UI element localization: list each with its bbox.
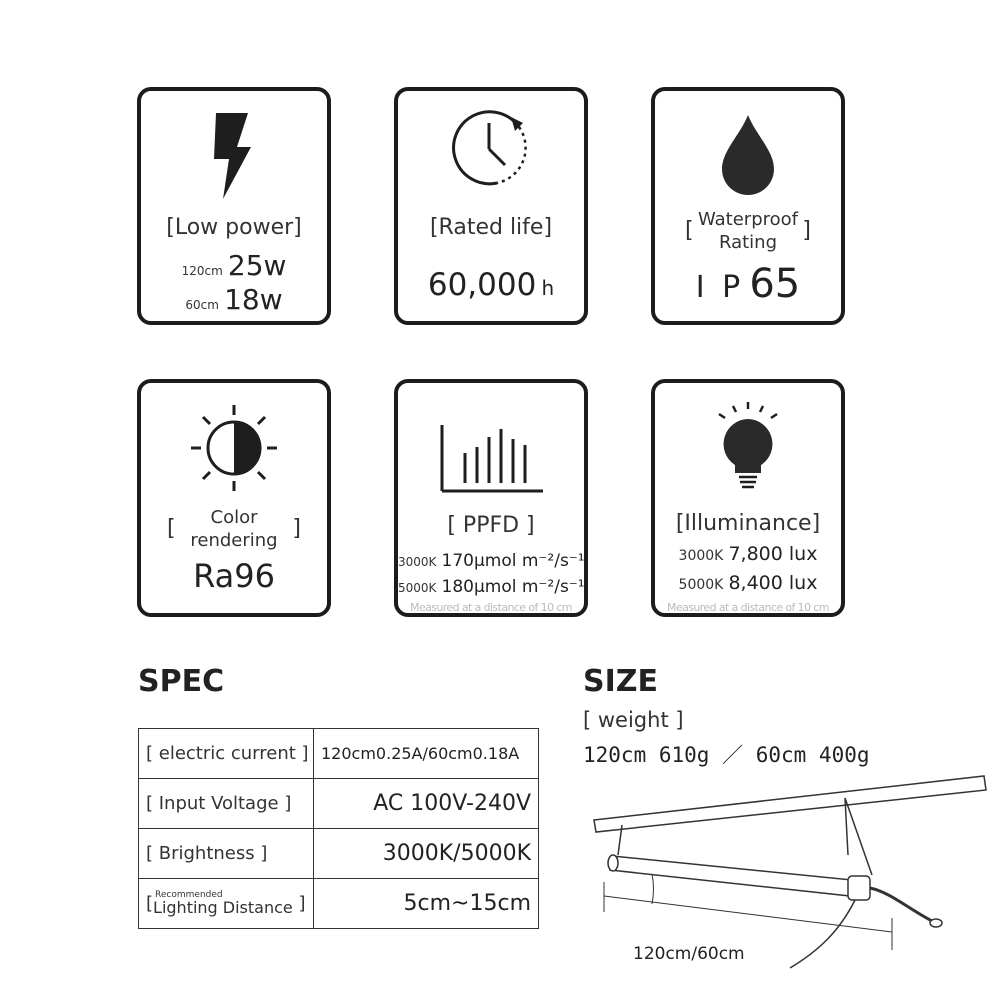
ppfd-title: [ PPFD ] <box>447 513 535 538</box>
half-sun-icon <box>189 403 279 493</box>
low-power-title: [Low power] <box>166 215 302 240</box>
rated-life-value-row <box>398 267 584 303</box>
spec-row-brightness <box>139 829 539 879</box>
illuminance-note: Measured at a distance of 10 cm <box>667 601 829 614</box>
rated-life-title: [Rated life] <box>429 215 553 240</box>
card-low-power <box>137 87 331 325</box>
waterproof-value: 65 <box>749 261 801 307</box>
illuminance-3000-value: 7,800 lux <box>728 543 818 565</box>
bar-chart-icon <box>439 425 543 495</box>
waterproof-prefix: I P <box>695 270 745 305</box>
waterproof-title <box>655 208 841 254</box>
water-drop-icon <box>718 113 778 197</box>
low-power-row-60 <box>141 283 327 316</box>
length-label: 120cm/60cm <box>633 944 745 964</box>
low-power-120-label: 120cm <box>181 264 223 278</box>
card-waterproof <box>651 87 845 325</box>
spec-label-current: [ electric current ] <box>139 729 314 779</box>
spec-value-distance: 5cm~15cm <box>314 879 539 929</box>
card-color-rendering <box>137 379 331 617</box>
waterproof-bracket-right: ] <box>802 218 811 243</box>
spec-value-brightness: 3000K/5000K <box>314 829 539 879</box>
ppfd-5000-value: 180μmol m⁻²/s⁻¹ <box>441 577 585 597</box>
lightning-bolt-icon <box>204 113 264 199</box>
waterproof-line2: Rating <box>718 232 778 253</box>
weight-value: 120cm 610g ／ 60cm 400g <box>583 743 870 767</box>
color-bracket-left: [ <box>167 516 176 541</box>
waterproof-bracket-left: [ <box>685 218 694 243</box>
spec-row-current <box>139 729 539 779</box>
ppfd-5000-label: 5000K <box>398 581 437 595</box>
low-power-60-label: 60cm <box>185 298 219 312</box>
color-bracket-right: ] <box>292 516 301 541</box>
illuminance-5000-value: 8,400 lux <box>728 572 818 594</box>
illuminance-row-3000 <box>655 543 841 565</box>
low-power-row-120 <box>141 249 327 282</box>
weight-label: [ weight ] <box>583 708 684 732</box>
ppfd-row-5000 <box>398 577 584 597</box>
distance-bracket-left: [ <box>146 893 154 914</box>
distance-label: Lighting Distance <box>153 898 293 917</box>
spec-label-voltage: [ Input Voltage ] <box>139 779 314 829</box>
color-rendering-title <box>141 506 327 552</box>
waterproof-value-row <box>655 261 841 307</box>
illuminance-5000-label: 5000K <box>678 577 724 593</box>
distance-bracket-right: ] <box>298 893 306 914</box>
distance-label-small: Recommended <box>155 890 223 900</box>
waterproof-line1: Waterproof <box>697 209 798 230</box>
spec-heading: SPEC <box>138 664 225 699</box>
low-power-60-value: 18w <box>224 283 283 316</box>
spec-value-current: 120cm0.25A/60cm0.18A <box>314 729 539 779</box>
rated-life-value: 60,000 <box>427 267 537 303</box>
illuminance-3000-label: 3000K <box>678 548 724 564</box>
spec-label-distance <box>139 879 314 929</box>
color-line2: rendering <box>190 530 278 551</box>
ppfd-3000-label: 3000K <box>398 555 437 569</box>
illuminance-row-5000 <box>655 572 841 594</box>
card-ppfd <box>394 379 588 617</box>
spec-value-voltage: AC 100V-240V <box>314 779 539 829</box>
size-heading: SIZE <box>583 664 659 699</box>
card-illuminance <box>651 379 845 617</box>
spec-table <box>138 728 539 929</box>
low-power-120-value: 25w <box>227 249 287 282</box>
spec-row-distance <box>139 879 539 929</box>
spec-row-voltage <box>139 779 539 829</box>
card-rated-life <box>394 87 588 325</box>
rated-life-unit: h <box>541 276 555 300</box>
ppfd-note: Measured at a distance of 10 cm <box>410 601 572 614</box>
light-bulb-icon <box>713 401 783 493</box>
clock-icon <box>449 105 533 189</box>
color-line1: Color <box>210 507 258 528</box>
ppfd-row-3000 <box>398 551 584 571</box>
color-rendering-value: Ra96 <box>193 557 275 595</box>
ppfd-3000-value: 170μmol m⁻²/s⁻¹ <box>441 551 585 571</box>
illuminance-title: [Illuminance] <box>675 511 821 536</box>
spec-label-brightness: [ Brightness ] <box>139 829 314 879</box>
